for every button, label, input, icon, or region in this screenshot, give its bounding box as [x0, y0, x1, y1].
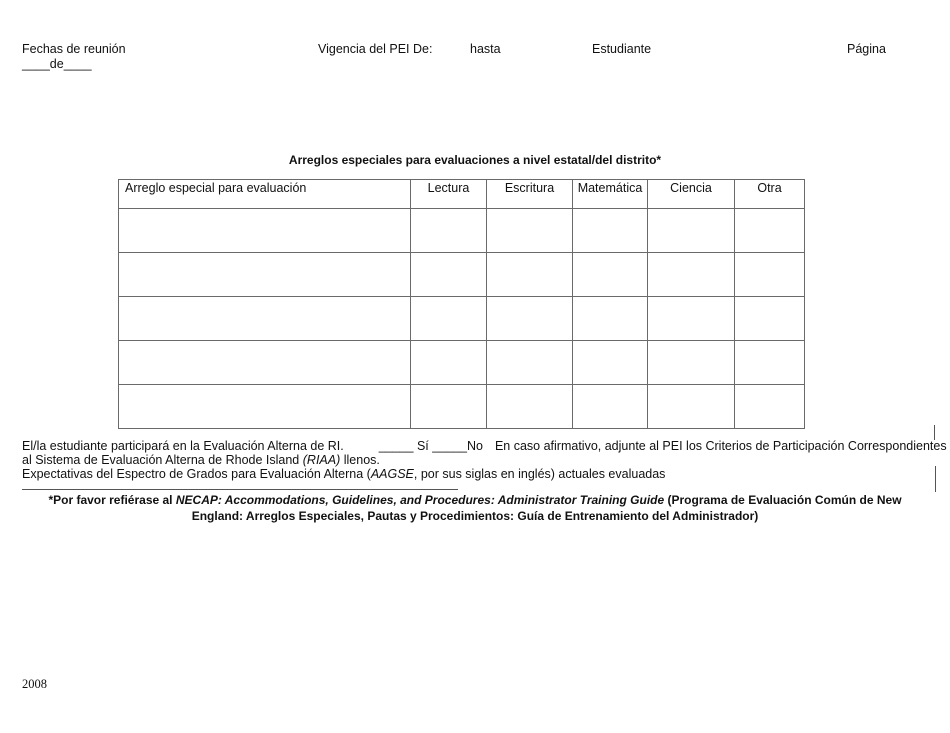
no-blank[interactable]: _____: [432, 439, 468, 453]
column-header-math: Matemática: [573, 180, 648, 209]
table-row: [119, 253, 805, 297]
aagse-suffix: , por sus siglas en inglés) actuales evaluadas: [413, 467, 666, 481]
writing-cell[interactable]: [487, 385, 573, 429]
footnote-translation-start: (Programa de Evaluación Común de New: [667, 493, 902, 507]
aagse-text: Expectativas del Espectro de Grados para Evaluación Alterna (: [22, 467, 371, 481]
page-label: Página: [847, 42, 886, 56]
change-bar: [935, 466, 936, 492]
math-cell[interactable]: [573, 341, 648, 385]
column-header-other: Otra: [735, 180, 805, 209]
accommodation-cell[interactable]: [119, 385, 411, 429]
footnote-line-2: England: Arreglos Especiales, Pautas y Procedimientos: Guía de Entrenamiento del Administrador): [191, 508, 759, 523]
accommodation-cell[interactable]: [119, 209, 411, 253]
column-header-writing: Escritura: [487, 180, 573, 209]
science-cell[interactable]: [648, 253, 735, 297]
accommodation-cell[interactable]: [119, 341, 411, 385]
footer-year: 2008: [22, 677, 47, 691]
change-bar: [934, 425, 935, 440]
yes-blank[interactable]: _____: [378, 439, 414, 453]
reading-cell[interactable]: [411, 253, 487, 297]
reading-cell[interactable]: [411, 385, 487, 429]
other-cell[interactable]: [735, 297, 805, 341]
reading-cell[interactable]: [411, 297, 487, 341]
other-cell[interactable]: [735, 385, 805, 429]
accommodation-cell[interactable]: [119, 297, 411, 341]
student-label: Estudiante: [592, 42, 652, 56]
column-header-science: Ciencia: [648, 180, 735, 209]
footnote-line-1: [0, 493, 950, 509]
column-header-accommodation: Arreglo especial para evaluación: [119, 180, 411, 209]
writing-cell[interactable]: [487, 341, 573, 385]
reading-cell[interactable]: [411, 341, 487, 385]
pei-validity-label: Vigencia del PEI De:: [318, 42, 433, 56]
meeting-dates-label: Fechas de reunión: [22, 42, 126, 56]
science-cell[interactable]: [648, 341, 735, 385]
riaa-abbreviation: (RIAA): [302, 453, 341, 467]
meeting-dates-blank[interactable]: ____de____: [22, 57, 92, 71]
writing-cell[interactable]: [487, 253, 573, 297]
other-cell[interactable]: [735, 209, 805, 253]
necap-guide-title: NECAP: Accommodations, Guidelines, and Procedures: Administrator Training Guide: [175, 493, 665, 507]
participation-statement: El/la estudiante participará en la Evaluación Alterna de RI.: [22, 439, 344, 453]
yes-label: Sí: [416, 439, 429, 453]
footnote-separator: [22, 489, 458, 490]
other-cell[interactable]: [735, 341, 805, 385]
no-label: No: [467, 439, 483, 453]
other-cell[interactable]: [735, 253, 805, 297]
alternate-assessment-line-3: [22, 467, 665, 482]
math-cell[interactable]: [573, 209, 648, 253]
math-cell[interactable]: [573, 385, 648, 429]
section-title: Arreglos especiales para evaluaciones a nivel estatal/del distrito*: [288, 153, 662, 167]
until-label: hasta: [470, 42, 501, 56]
reading-cell[interactable]: [411, 209, 487, 253]
math-cell[interactable]: [573, 253, 648, 297]
footnote-prefix: *Por favor refiérase al: [48, 493, 173, 507]
riaa-system-text: al Sistema de Evaluación Alterna de Rhode Island: [22, 453, 300, 467]
table-row: [119, 209, 805, 253]
alternate-assessment-line-1: [22, 439, 947, 454]
riaa-suffix: llenos.: [343, 453, 380, 467]
table-header-row: [119, 180, 805, 209]
table-row: [119, 341, 805, 385]
alternate-assessment-line-2: [22, 453, 380, 468]
science-cell[interactable]: [648, 385, 735, 429]
footnote: [0, 493, 950, 524]
table-row: [119, 297, 805, 341]
table-row: [119, 385, 805, 429]
writing-cell[interactable]: [487, 209, 573, 253]
accommodations-table: [118, 179, 805, 429]
math-cell[interactable]: [573, 297, 648, 341]
science-cell[interactable]: [648, 209, 735, 253]
attach-criteria-instruction: En caso afirmativo, adjunte al PEI los Criterios de Participación Correspondientes: [494, 439, 947, 453]
science-cell[interactable]: [648, 297, 735, 341]
writing-cell[interactable]: [487, 297, 573, 341]
accommodation-cell[interactable]: [119, 253, 411, 297]
aagse-abbreviation: AAGSE: [370, 467, 414, 481]
column-header-reading: Lectura: [411, 180, 487, 209]
